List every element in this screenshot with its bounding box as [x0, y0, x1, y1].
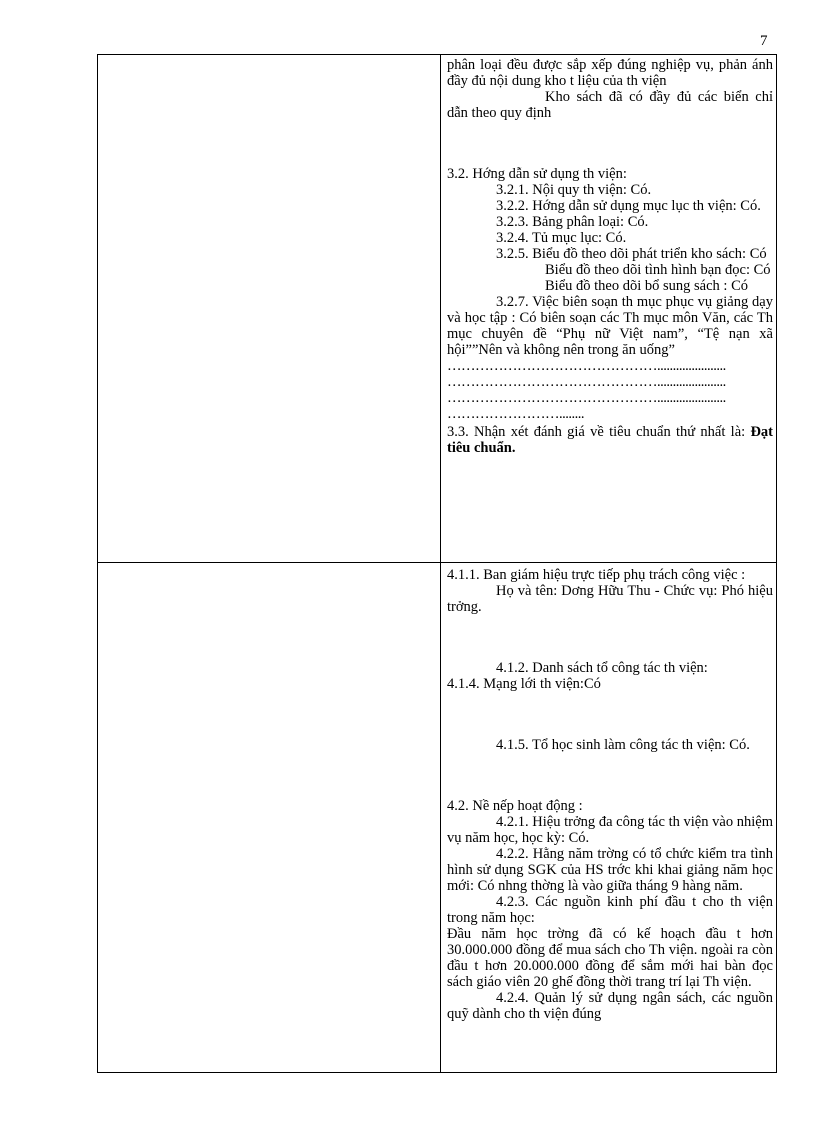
blank-line	[447, 768, 773, 784]
table-row	[98, 55, 777, 563]
conclusion-text: 3.3. Nhận xét đánh giá về tiêu chuẩn thứ nhất là:	[447, 424, 751, 440]
dotted-line: ………………………………………......................	[447, 390, 726, 406]
text-line: 4.2.1. Hiệu trởng đa công tác th viện vào nhiệm vụ năm học, học kỳ: Có.	[447, 814, 773, 846]
text-line: 3.2.3. Bảng phân loại: Có.	[496, 214, 649, 230]
text-line: Biểu đồ theo dõi bổ sung sách : Có	[545, 278, 748, 294]
section-library-guidance	[441, 55, 776, 422]
text-line: 3.2.1. Nội quy th viện: Có.	[496, 182, 652, 198]
text-line: 4.1.5. Tổ học sinh làm công tác th viện: Có.	[496, 737, 750, 753]
text-line: 4.1.2. Danh sách tổ công tác th viện:	[496, 660, 708, 676]
text-line: 4.1.1. Ban giám hiệu trực tiếp phụ trách công việc :	[447, 567, 746, 583]
table-row	[98, 563, 777, 1073]
text-line: 3.2.7. Việc biên soạn th mục phục vụ giảng dạy và học tập : Có biên soạn các Th mục môn Văn, các Th mục chuyên đề “Phụ nữ Việt nam”, “Tệ nạn xã hội””Nên và không nên trong ăn uống”	[447, 294, 773, 358]
text-line: 3.2.5. Biểu đồ theo dõi phát triển kho sách: Có	[496, 246, 767, 262]
section-organization	[441, 563, 776, 1022]
text-line: Đầu năm học trờng đã có kế hoạch đầu t hơn 30.000.000 đồng để mua sách cho Th viện. ngoài ra còn đầu t hơn 20.000.000 đồng để sắm mới hai bàn đọc sách giáo viên 20 ghế đồng thời trang trí lại Th viện.	[447, 926, 773, 990]
text-line: 3.2. Hớng dẫn sử dụng th viện:	[447, 166, 627, 182]
right-content-cell	[441, 563, 777, 1073]
right-content-cell	[441, 55, 777, 563]
blank-line	[447, 630, 773, 646]
text-line: Kho sách đã có đầy đủ các biển chỉ dẫn theo quy định	[447, 89, 773, 121]
conclusion-verdict: Đạt tiêu chuẩn.	[447, 424, 773, 456]
blank-line	[447, 136, 773, 152]
text-line: 4.2.2. Hằng năm trờng có tổ chức kiểm tra tình hình sử dụng SGK của HS trớc khi khai giảng năm học mới: Có nhng thờng là vào giữa tháng 9 hàng năm.	[447, 846, 773, 894]
dotted-line: ………………………………………......................	[447, 358, 726, 374]
text-line: 4.2. Nề nếp hoạt động :	[447, 798, 583, 814]
left-empty-cell	[98, 563, 441, 1073]
dotted-line: ……………………........	[447, 406, 584, 422]
text-line: Biểu đồ theo dõi tình hình bạn đọc: Có	[545, 262, 771, 278]
text-line: 3.2.2. Hớng dẫn sử dụng mục lục th viện: Có.	[496, 198, 761, 214]
dotted-line: ………………………………………......................	[447, 374, 726, 390]
blank-line	[447, 707, 773, 723]
text-line: 4.2.4. Quản lý sử dụng ngân sách, các nguồn quỹ dành cho th viện đúng	[447, 990, 773, 1022]
page-number: 7	[760, 33, 768, 49]
document-table	[97, 54, 777, 1073]
text-line: 4.2.3. Các nguồn kinh phí đầu t cho th viện trong năm học:	[447, 894, 773, 926]
text-line: Họ và tên: Dơng Hữu Thu - Chức vụ: Phó hiệu trởng.	[447, 583, 773, 615]
text-line: 4.1.4. Mạng lới th viện:Có	[447, 676, 601, 692]
text-line: 3.2.4. Tủ mục lục: Có.	[496, 230, 627, 246]
left-empty-cell	[98, 55, 441, 563]
conclusion-paragraph	[441, 422, 776, 456]
text-line: phân loại đều được sắp xếp đúng nghiệp vụ, phản ánh đầy đủ nội dung kho t liệu của th viện	[447, 57, 773, 89]
